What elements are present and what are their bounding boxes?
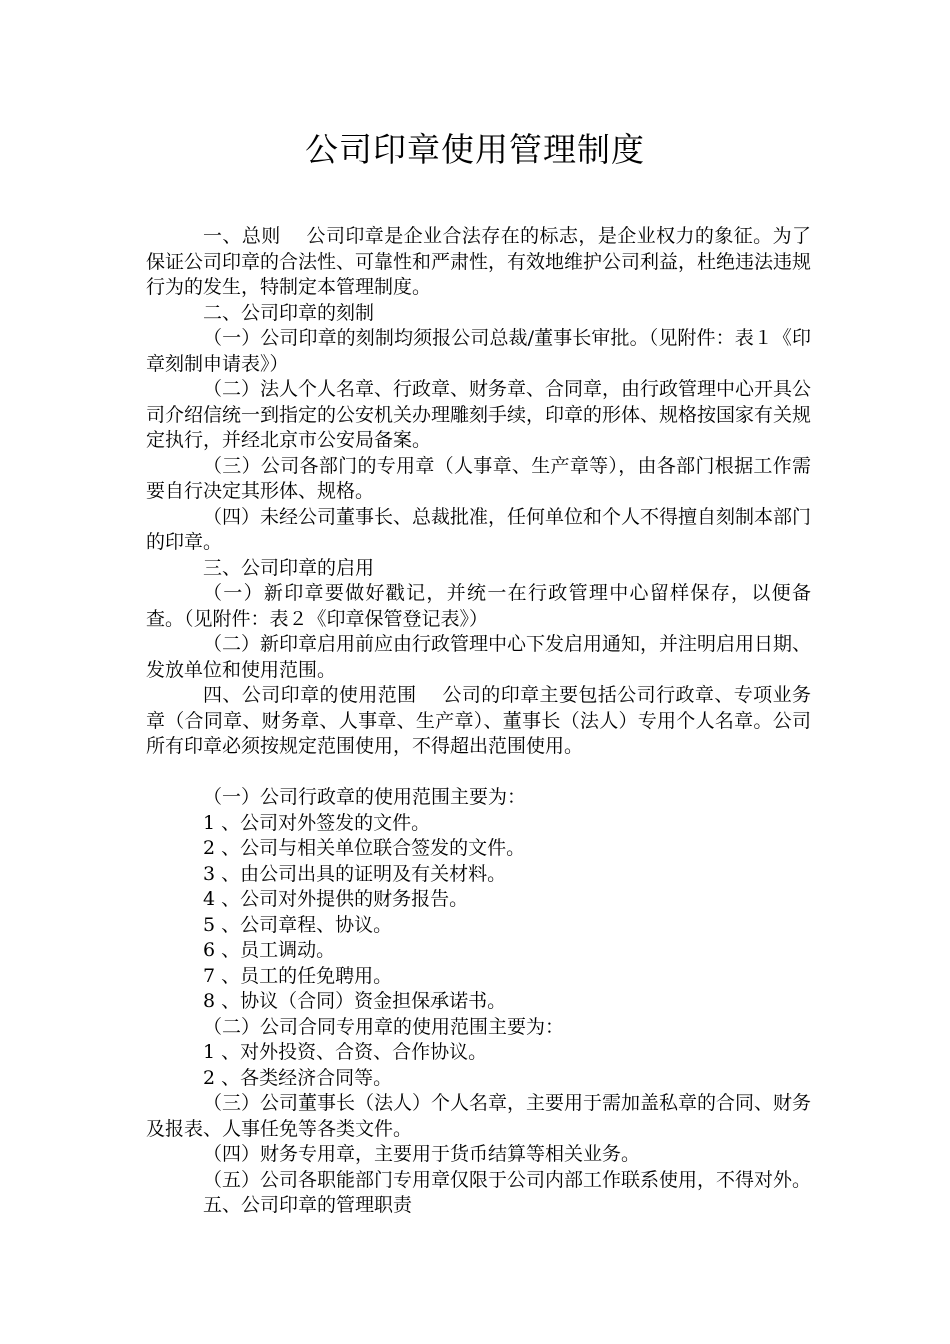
list-item: 1 、对外投资、合资、合作协议。 [203,1041,488,1063]
list-item: 6 、员工调动。 [203,939,336,961]
paragraph-chairman-seal: （三）公司董事长（法人）个人名章，主要用于需加盖私章的合同、财务及报表、人事任免等各类文件。 [146,1092,812,1140]
blank-line [146,760,811,786]
list-item: 8 、协议（合同）资金担保承诺书。 [203,990,507,1012]
paragraph-engraving-2: （二）法人个人名章、行政章、财务章、合同章，由行政管理中心开具公司介绍信统一到指定的公安机关办理雕刻手续，印章的形体、规格按国家有关规定执行，并经北京市公安局备案。 [146,378,812,451]
list-item: 4 、公司对外提供的财务报告。 [203,888,469,910]
document-body [146,224,811,1219]
list-item: 7 、员工的任免聘用。 [203,964,393,987]
section-heading-responsibilities: 五、公司印章的管理职责 [203,1194,413,1216]
paragraph-finance-seal: （四）财务专用章，主要用于货币结算等相关业务。 [203,1143,641,1165]
document-title: 公司印章使用管理制度 [305,130,645,169]
list-item: 2 、公司与相关单位联合签发的文件。 [203,837,526,859]
section-scope: 四、公司印章的使用范围 公司的印章主要包括公司行政章、专项业务章（合同章、财务章、人事章、生产章）、董事长（法人）专用个人名章。公司所有印章必须按规定范围使用，不得超出范围使用。 [146,684,811,757]
list-item: 1 、公司对外签发的文件。 [203,811,431,834]
paragraph-engraving-4: （四）未经公司董事长、总裁批准，任何单位和个人不得擅自刻制本部门的印章。 [146,505,812,553]
paragraph-activation-2: （二）新印章启用前应由行政管理中心下发启用通知，并注明启用日期、发放单位和使用范围。 [146,633,812,681]
section-general: 一、总则 公司印章是企业合法存在的标志，是企业权力的象征。为了保证公司印章的合法性、可靠性和严肃性，有效地维护公司利益，杜绝违法违规行为的发生，特制定本管理制度。 [146,225,812,298]
list-item: 5 、公司章程、协议。 [203,913,393,936]
paragraph-admin-seal-scope: （一）公司行政章的使用范围主要为： [203,786,527,808]
paragraph-engraving-3: （三）公司各部门的专用章（人事章、生产章等），由各部门根据工作需要自行决定其形体、规格。 [146,454,811,502]
paragraph-department-seal: （五）公司各职能部门专用章仅限于公司内部工作联系使用，不得对外。 [203,1168,812,1191]
paragraph-contract-seal-scope: （二）公司合同专用章的使用范围主要为： [203,1015,565,1038]
list-item: 3 、由公司出具的证明及有关材料。 [203,862,507,885]
paragraph-activation-1: （一）新印章要做好戳记，并统一在行政管理中心留样保存，以便备查。（见附件：表２《印章保管登记表》） [146,582,811,630]
section-heading-activation: 三、公司印章的启用 [203,556,375,579]
paragraph-engraving-1: （一）公司印章的刻制均须报公司总裁/董事长审批。（见附件：表１《印章刻制申请表》） [146,327,811,375]
list-item: 2 、各类经济合同等。 [203,1066,393,1089]
section-heading-engraving: 二、公司印章的刻制 [203,301,375,324]
